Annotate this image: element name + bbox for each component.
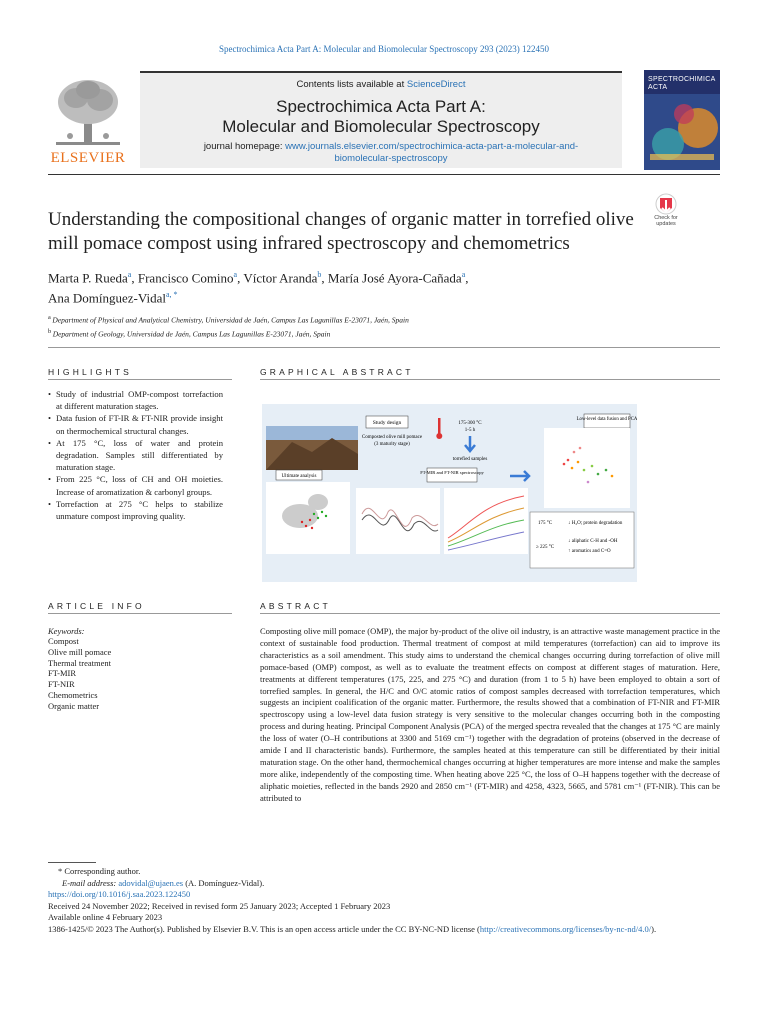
email-line: E-mail address: adovidal@ujaen.es (A. Domínguez-Vidal).: [62, 877, 265, 888]
author-affiliation-mark[interactable]: a: [127, 270, 132, 279]
journal-title: Spectrochimica Acta Part A: Molecular and Biomolecular Spectroscopy: [222, 97, 540, 136]
author-separator: ,: [237, 270, 244, 286]
corresponding-author-note: * Corresponding author.: [58, 866, 141, 876]
journal-cover-image[interactable]: [644, 70, 720, 170]
contents-line: Contents lists available at ScienceDirect: [296, 79, 466, 90]
author-affiliation-mark[interactable]: a: [461, 270, 466, 279]
highlight-item: • Data fusion of FT-IR & FT-NIR provide insight on thermochemical structural changes.: [56, 412, 223, 436]
author-name[interactable]: Ana Domínguez-Vidal: [48, 290, 166, 306]
highlight-item: • At 175 °C, loss of water and protein degradation. Samples still differentiated by maturation stage.: [56, 437, 223, 474]
affiliation-mark: b: [48, 327, 53, 335]
author-name[interactable]: Francisco Comino: [137, 270, 234, 286]
affiliation-line: [48, 312, 688, 326]
result-175-temp: 175 °C: [538, 521, 553, 526]
keywords-label: Keywords:: [48, 626, 85, 636]
author-name[interactable]: Víctor Aranda: [243, 270, 318, 286]
highlights-list: [48, 388, 223, 522]
license-link[interactable]: http://creativecommons.org/licenses/by-nc-nd/4.0/: [479, 923, 652, 934]
time-range-label: 1-5 h: [464, 428, 476, 433]
maturity-label: (3 maturity stage): [374, 442, 410, 447]
highlights-heading: HIGHLIGHTS: [48, 367, 132, 377]
received-dates: Received 24 November 2022; Received in revised form 25 January 2023; Accepted 1 February 2023: [48, 900, 391, 911]
keyword-item: Organic matter: [48, 700, 100, 711]
keyword-item: FT-NIR: [48, 679, 75, 690]
graphical-abstract-svg: [262, 404, 637, 582]
affiliation-line: [48, 326, 688, 340]
study-design-label: Study design: [372, 420, 402, 426]
graphical-abstract-rule: [260, 379, 720, 380]
footnotes: [48, 866, 720, 936]
highlight-item: • Study of industrial OMP-compost torrefaction at different maturation stages.: [56, 388, 223, 412]
author-list: [48, 266, 638, 307]
torrefied-samples-label: torrefied samples: [452, 457, 488, 462]
available-online: Available online 4 February 2023: [48, 912, 163, 923]
masthead-divider: [48, 174, 720, 175]
keyword-item: FT-MIR: [48, 668, 77, 679]
journal-homepage: journal homepage: www.journals.elsevier.com/spectrochimica-acta-part-a-molecular-and-biomolecular-spectroscopy: [203, 141, 579, 164]
compost-label: Composted olive mill pomace: [361, 435, 423, 440]
low-level-label: Low-level data fusion and PCA: [576, 417, 637, 422]
author-separator: ,: [321, 270, 328, 286]
masthead: [48, 70, 720, 172]
check-for-updates-badge[interactable]: [646, 192, 686, 232]
graphical-abstract-figure[interactable]: [262, 404, 637, 582]
author-name[interactable]: Marta P. Rueda: [48, 270, 128, 286]
article-info-heading: ARTICLE INFO: [48, 601, 145, 611]
publisher-name[interactable]: ELSEVIER: [50, 150, 126, 166]
cover-title: SPECTROCHIMICA ACTA: [648, 76, 716, 91]
affiliation-mark: a: [48, 314, 53, 321]
ftmir-ftnir-label: FT-MIR and FT-NIR spectroscopy: [420, 470, 484, 475]
footnote-rule: [48, 862, 96, 863]
affiliation-text: Department of Physical and Analytical Chemistry, Universidad de Jaén, Campus Las Lagunillas E-23071, Jaén, Spain: [52, 315, 409, 325]
author-separator: ,: [131, 270, 138, 286]
result-225-text1: ↓ aliphatic C-H and -OH: [568, 539, 618, 544]
license-line: 1386-1425/© 2023 The Author(s). Published by Elsevier B.V. This is an open access article under the CC BY-NC-ND license (http://creativecommons.org/licenses/by-nc-nd/4.0/).: [48, 923, 657, 934]
ultimate-analysis-label: Ultimate analysis: [281, 474, 317, 479]
result-225-text2: ↑ aromatics and C=O: [568, 549, 611, 554]
abstract-heading: ABSTRACT: [260, 601, 331, 611]
doi-link[interactable]: https://doi.org/10.1016/j.saa.2023.122450: [48, 889, 191, 900]
result-225-temp: ≥ 225 °C: [536, 545, 555, 550]
abstract-rule: [260, 613, 720, 614]
author-separator: ,: [465, 270, 469, 286]
highlight-item: • Torrefaction at 275 °C helps to stabilize unmature compost improving quality.: [56, 498, 223, 522]
keyword-item: Thermal treatment: [48, 657, 112, 668]
author-name[interactable]: María José Ayora-Cañada: [327, 270, 462, 286]
temp-range-label: 175-300 °C: [458, 421, 482, 426]
keyword-item: Compost: [48, 636, 79, 646]
highlights-rule: [48, 379, 232, 380]
sciencedirect-link[interactable]: ScienceDirect: [406, 79, 466, 90]
highlight-item: • From 225 °C, loss of CH and OH moieties. Increase of aromatization & carbonyl groups.: [56, 473, 223, 497]
email-link[interactable]: adovidal@ujaen.es: [118, 877, 184, 888]
author-affiliation-mark[interactable]: a: [233, 270, 238, 279]
result-175-text: ↓ H₂O; protein degradation: [568, 521, 623, 526]
keyword-item: Chemometrics: [48, 689, 98, 700]
affiliations: [48, 312, 688, 339]
keyword-item: Olive mill pomace: [48, 646, 112, 657]
article-title: Understanding the compositional changes of organic matter in torrefied olive mill pomace compost using infrared spectroscopy and chemometrics: [48, 209, 634, 254]
crossmark-label: Check for updates: [654, 215, 678, 227]
journal-homepage-link[interactable]: www.journals.elsevier.com/spectrochimica-acta-part-a-molecular-and-biomolecular-spectroscopy: [285, 141, 579, 164]
keywords-list: [48, 636, 111, 712]
article-info-rule: [48, 613, 232, 614]
affiliation-text: Department of Geology, Universidad de Jaén, Campus Las Lagunillas E-23071, Jaén, Spain: [52, 329, 331, 338]
abstract-text: Composting olive mill pomace (OMP), the major by-product of the olive oil industry, is an attractive waste management practice in the context of sustainable food production. Thermal treatment of compost at mild temperatures (torrefaction) can aid to improve its characteristics as a soil amendment. This study aims to understand the chemical changes occurring during torrefaction of olive mill pomace-based (OMP) compost, as well as to evaluate the treatment effects on compost at different stages of maturation. Here, treatments at different temperatures (175, 225, and 275 °C) and duration (from 1 to 5 h) have been employed to obtain a sort of torrefied samples. In general, the H/C and O/C atomic ratios of compost samples decreased with torrefaction temperatures, which suggests an incipient coalification of the organic matter. Furthermore, the results showed that a combination of FT-NIR and FT-MIR spectroscopy using a low-level data fusion strategy is very sensitive to the molecular changes occurring both in the composting process and during heating. Principal Component Analysis (PCA) of the merged spectra revealed that the changes at 175 °C are mainly the loss of water (O–H contributions at 3300 and 5169 cm⁻¹) together with the degradation of proteins (observed in the decrease of amide I and II characteristic bands). Furthermore, the samples heated at this temperature can still be differentiated by their initial maturation stage. On the other hand, thermochemical changes occurring at higher temperatures are more intense and make the samples more alike, independently of the composting time. When heating above 225 °C, the loss of O–H happens together with the decrease of aliphatic moieties, reflected in the bands 2920 and 2850 cm⁻¹ (FT-MIR) and 4258, 4323, 5665, and 5781 cm⁻¹ (FT-NIR). This can be attributed to: [260, 626, 720, 803]
author-affiliation-mark[interactable]: a, *: [166, 290, 178, 300]
journal-masthead-box: [140, 71, 622, 168]
journal-reference[interactable]: Spectrochimica Acta Part A: Molecular and Biomolecular Spectroscopy 293 (2023) 122450: [219, 44, 549, 54]
author-affiliation-mark[interactable]: b: [317, 270, 322, 279]
title-divider: [48, 347, 720, 348]
graphical-abstract-heading: GRAPHICAL ABSTRACT: [260, 367, 414, 377]
